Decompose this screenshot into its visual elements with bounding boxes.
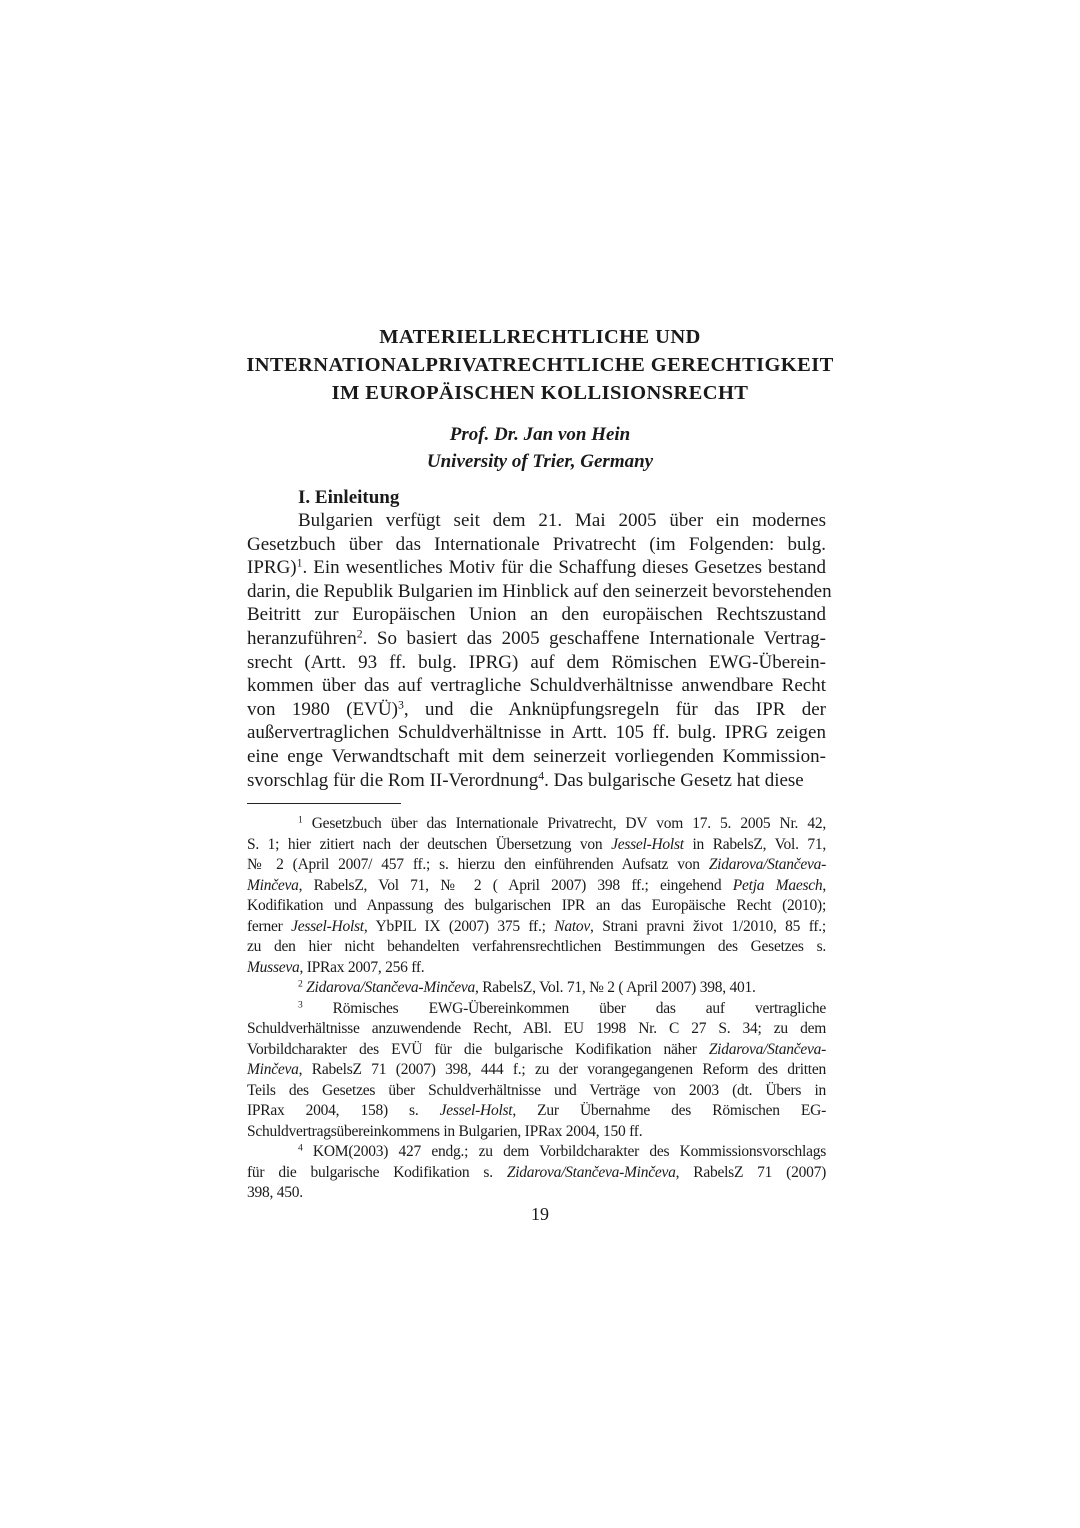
text-run: Schuldvertragsübereinkommens in Bulgarien, IPRax 2004, 150 ff. [247,1122,643,1140]
cited-author: Jessel-Holst [611,835,684,853]
text-run: svorschlag für die Rom II-Verordnung [247,769,539,791]
text-run: № 2 (April 2007/ 457 ff.; s. hierzu den einführenden Aufsatz von [247,856,709,873]
text-run: , RabelsZ 71 (2007) 398, 444 f.; zu der vorangegangenen Reform des dritten [298,1061,826,1078]
footnote-number: 2 [298,978,303,990]
body-line [247,533,826,557]
footnote-line [247,896,826,917]
footnote-mark: 2 [356,627,363,641]
footnote-line [247,1142,826,1163]
body-line [247,698,826,722]
section-heading: I. Einleitung [298,487,400,508]
text-run: zu den hier nicht behandelten verfahrensrechtlichen Bestimmungen des Gesetzes s. [247,938,826,955]
footnotes [247,814,826,1204]
cited-author: Petja Maesch [732,876,823,894]
text-run: Kodifikation und Anpassung des bulgarischen IPR an das Europäische Recht (2010); [247,897,826,914]
text-run: KOM(2003) 427 endg.; zu dem Vorbildcharakter des Kommissionsvorschlags [302,1143,826,1160]
text-run: heranzuführen [247,627,357,649]
text-run: Gesetzbuch über das Internationale Privatrecht, DV vom 17. 5. 2005 Nr. 42, [302,815,826,832]
cited-author: Jessel-Holst [439,1102,513,1119]
footnote-line [247,958,826,979]
body-line [247,627,826,651]
footnote-line [247,855,826,876]
text-run: . Ein wesentliches Motiv für die Schaffung dieses Gesetzes bestand [302,557,826,579]
text-run: außervertraglichen Schuldverhältnisse in Artt. 105 ff. bulg. IPRG zeigen [247,722,826,744]
footnote-separator [247,803,401,804]
body-line [247,769,826,793]
body-line [247,651,826,675]
text-run: eine enge Verwandtschaft mit dem seinerzeit vorliegenden Kommission- [247,745,826,767]
text-run: , Zur Übernahme des Römischen EG- [512,1102,826,1119]
body-line [247,603,826,627]
footnote-number: 4 [298,1142,303,1154]
cited-author: Musseva [247,958,300,976]
title-line: INTERNATIONALPRIVATRECHTLICHE GERECHTIGKEIT [246,354,834,376]
text-run: , RabelsZ 71 (2007) [675,1163,826,1181]
text-run: Teils des Gesetzes über Schuldverhältnisse und Verträge von 2003 (dt. Übers in [247,1081,826,1099]
title-line: MATERIELLRECHTLICHE UND [379,326,701,348]
text-run: Beitritt zur Europäischen Union an den europäischen Rechtszustand [247,604,826,626]
footnote-line [247,1122,826,1143]
footnote-line [247,1060,826,1081]
text-run: IPRax 2004, 158) s. [247,1102,440,1119]
text-run: kommen über das auf vertragliche Schuldverhältnisse anwendbare Recht [247,675,826,697]
cited-author: Zidarova/Stančeva-Minčeva [506,1163,676,1181]
author-affiliation: University of Trier, Germany [426,451,654,472]
text-run: , YbPIL IX (2007) 375 ff.; [363,917,555,935]
cited-author: Zidarova/Stančeva- [708,1040,826,1058]
footnote-line [247,1163,826,1184]
footnote-number: 1 [298,814,303,826]
footnote-line [247,937,826,958]
text-run: , [822,876,826,894]
footnote-line [247,1081,826,1102]
footnote-line [247,1040,826,1061]
footnote-line [247,835,826,856]
text-run: 398, 450. [247,1184,303,1201]
text-run: von 1980 (EVÜ) [247,698,398,720]
text-run: S. 1; hier zitiert nach der deutschen Übersetzung von [247,835,612,853]
text-run: , IPRax 2007, 256 ff. [299,958,425,976]
cited-author: Natov [554,917,591,935]
footnote-mark: 3 [397,698,404,712]
cited-author: Minčeva [247,1061,299,1078]
text-run: Gesetzbuch über das Internationale Privatrecht (im Folgenden: bulg. [247,533,826,555]
footnote-line [247,917,826,938]
body-line [247,674,826,698]
footnote-line [247,999,826,1020]
body-text [247,509,832,792]
footnote-number: 3 [298,999,303,1011]
body-line [247,509,826,533]
text-run: IPRG) [247,557,297,579]
text-run: . Das bulgarische Gesetz hat diese [544,769,804,791]
cited-author: Jessel-Holst [291,917,364,935]
author-name: Prof. Dr. Jan von Hein [449,424,631,445]
body-line [247,580,832,604]
body-line [247,721,826,745]
footnote-line [247,876,826,897]
cited-author: Zidarova/Stančeva-Minčeva [306,979,475,996]
cited-author: Zidarova/Stančeva- [708,856,826,873]
paper-title [230,323,850,407]
text-run: , und die Anknüpfungsregeln für das IPR der [403,698,827,720]
text-run: in RabelsZ, Vol. 71, [683,835,827,853]
text-run: , RabelsZ, Vol 71, № 2 ( April 2007) 398 ff.; eingehend [298,876,733,894]
page-number: 19 [531,1204,549,1224]
footnote-line [247,814,826,835]
title-line: IM EUROPÄISCHEN KOLLISIONSRECHT [331,382,749,404]
body-line [247,556,826,580]
text-run: srecht (Artt. 93 ff. bulg. IPRG) auf dem Römischen EWG-Überein- [247,651,826,673]
text-run: für die bulgarische Kodifikation s. [247,1163,507,1181]
author-block [230,421,850,475]
footnote-line [247,1101,826,1122]
text-run: Vorbildcharakter des EVÜ für die bulgarische Kodifikation näher [247,1040,709,1058]
footnote-mark: 4 [538,769,545,783]
text-run: , Strani pravni život 1/2010, 85 ff.; [590,917,826,935]
text-run: darin, die Republik Bulgarien im Hinblick auf den seinerzeit bevorstehenden [247,580,832,602]
text-run: Schuldverhältnisse anzuwendende Recht, ABl. EU 1998 Nr. C 27 S. 34; zu dem [247,1020,826,1037]
text-run: ferner [247,917,292,935]
footnote-line [247,978,826,999]
body-line [247,745,826,769]
footnote-line [247,1183,826,1204]
footnote-line [247,1019,826,1040]
text-run: . So basiert das 2005 geschaffene Internationale Vertrag- [362,627,826,649]
footnote-mark: 1 [296,556,303,570]
text-run: , RabelsZ, Vol. 71, № 2 ( April 2007) 398, 401. [474,979,756,996]
text-run: Römisches EWG-Übereinkommen über das auf vertragliche [302,999,826,1017]
cited-author: Minčeva [247,876,299,894]
text-run: Bulgarien verfügt seit dem 21. Mai 2005 über ein modernes [298,510,826,531]
